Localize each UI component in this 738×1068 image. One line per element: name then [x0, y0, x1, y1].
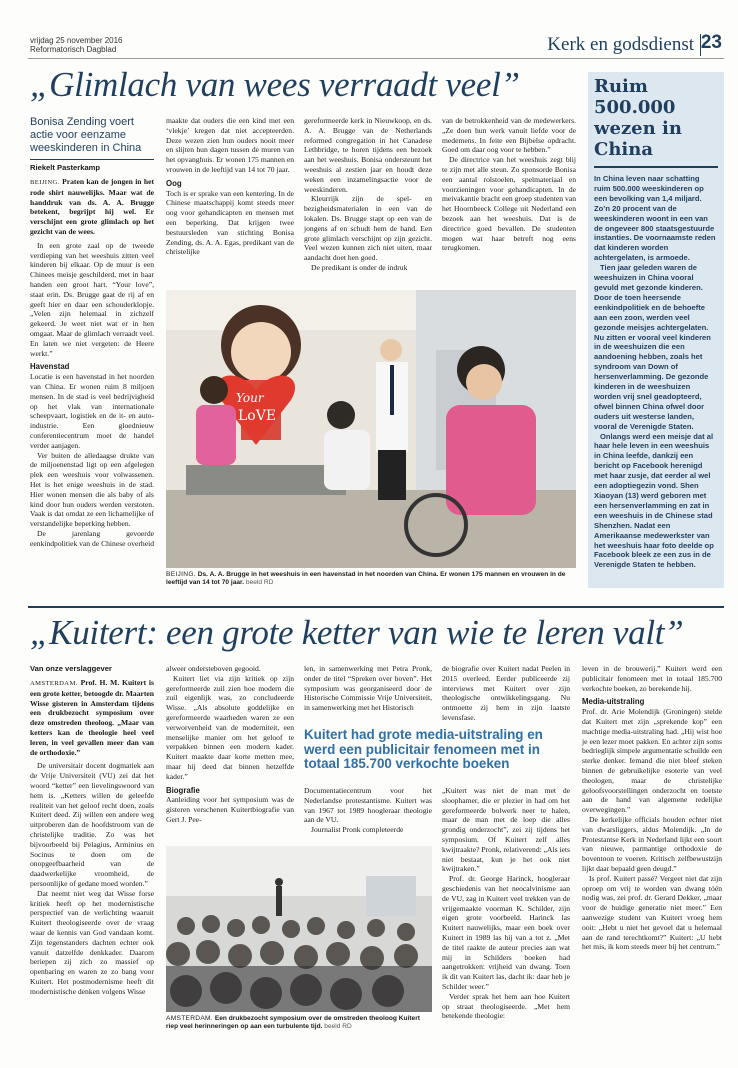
article2-c4-p3: Prof. dr. George Harinck, hoogleraar geschiedenis van het neocalvinisme aan de VU, zag in Kuitert veel trekken van de vrijgemaakte voorman K. Schilder, zijn eigen grote voorbeeld. Harinck las Kuitert nauwelijks, maar een boek over Kuitert in 1989 las hij van a tot z. „Met de titel raakte de auteur precies aan wat mij in Schilders boeken had aangetrokken: vrijheid van dwang. Toen ik dit van Kuitert las, dacht ik: daar heb je Schilder weer.”	[442, 874, 570, 991]
article1-p3: Ver buiten de alledaagse drukte van de miljoenenstad ligt op een afgelegen plek een weeshuis voor volwassenen. Het is het enige weeshuis in de stad. Hier wonen mensen die als baby of als kind door hun ouders werden verstoten. Vaak is dat omdat ze een lichamelijke of verstandelijke beperking hebben.	[30, 450, 154, 529]
article1-lead: Praten kan de jongen in het rode shirt nauwelijks. Maar wat de handdruk van ds. A. A. Brugge betekent, begrijpt hij wel. Er verschijnt een grote glimlach op het gezicht van de wees.	[30, 177, 154, 236]
subhead-havenstad: Havenstad	[30, 362, 70, 372]
article2-col3-lower	[304, 786, 432, 846]
symposium-photo	[166, 846, 432, 1012]
subhead-oog: Oog	[166, 178, 182, 188]
article1-p2: Locatie is een havenstad in het noorden van China. Er wonen ruim 8 miljoen mensen. In de stad is veel bedrijvigheid op het vlak van internationale scheepvaart, logistiek en de it- en auto-industrie. Een gloednieuw conferentiecentrum moet de handel verder aanjagen.	[30, 372, 154, 450]
article2-c1-p1: De universitair docent dogmatiek aan de Vrije Universiteit (VU) zei dat het woord “ketter” een lievelingswoord van hem is. „Ketters willen de geleefde realiteit van het geloof recht doen, zoals Kuitert deed. Zij willen een andere weg uitproberen dan de hoofdstroom van de christelijke traditie. Zo was het bijvoorbeeld bij Pelagius, Arminius en Socinus te doen om de onopgeefbaarheid van de daadwerkelijke vroomheid, de persoonlijke of gedane moed worden.”	[30, 761, 154, 888]
newspaper-name: Reformatorisch Dagblad	[30, 45, 117, 54]
subhead-media: Media-uitstraling	[582, 697, 645, 707]
article2-col4-lower	[442, 786, 570, 1040]
mural-text-your: Your	[236, 391, 264, 405]
article2-c4-p4: Verder sprak het hem aan hoe Kuitert op straat theologiseerde. „Met hem betekende theologie:	[442, 991, 570, 1021]
article2-c5-p1: leven in de brouwerij.” Kuitert werd een publicitair fenomeen met in totaal 185.700 verkochte boeken, zo berekende hij.	[582, 664, 722, 693]
article2-c4-p2: „Kuitert was niet de man met de sloophamer, die er plezier in had om het gereformeerde bolwerk neer te halen, maar de man met de loep die alles grondig onderzocht”, zei zij tijdens het symposium. Of Kuitert zelf alles kwijtraakte? Pronk, relativerend: „Als iets niet bestaat, kun je het ook niet kwijtraken.”	[442, 786, 570, 874]
article1-col4-p1: van de betrokkenheid van de medewerkers. „Ze doen hun werk vanuit liefde voor de medemens. In feite een Bijbelse opdracht. Goed om daar oog voor te hebben.”	[442, 116, 576, 155]
article1-col3-p1: gereformeerde kerk in Nieuwkoop, en ds. A. A. Brugge van de Netherlands reformed congregation in het Canadese Lethbridge, te horen tijdens een bezoek aan het weeshuis. Bonisa ondersteunt het weeshuis al zestien jaar en houdt deze weken een inzamelingsactie voor de weeskinderen.	[304, 116, 432, 194]
article1-col2-p2: Toch is er sprake van een kentering. In de Chinese maatschappij komt steeds meer oog voor gehandicapten en mensen met een beperking. Dat krijgen twee bestuursleden van stichting Bonisa Zending, ds. A. A. Egas, predikant van de christelijke	[166, 188, 294, 257]
article2-c3-p1: len, in samenwerking met Petra Pronk, onder de titel “Spreken over boven”. Het symposium was georganiseerd door de Historische Commissie Vrije Universiteit, in samenwerking met het Historisch	[304, 664, 432, 713]
kicker-rule	[30, 159, 154, 160]
article2-col4-top	[442, 664, 570, 724]
article1-col2-p1: maakte dat ouders die een kind met een ‘vlekje’ kregen dat niet accepteerden. Deze wezen zien hun ouders nooit meer en slijten hun dagen tussen de muren van het opvanghuis. Er wonen 175 mannen en vrouwen in de leeftijd van 14 tot 70 jaar.	[166, 116, 294, 174]
article2-c3-p2: Documentatiecentrum voor het Nederlandse protestantisme. Kuitert was van 1967 tot 1989 hoogleraar theologie aan de VU.	[304, 786, 432, 825]
article2-lead: Prof. H. M. Kuitert is een grote ketter, betoogde dr. Maarten Wisse gisteren in Amsterdam tijdens een drukbezocht symposium over deze omstreden theoloog. „Maar van ketters kan de theologie heel veel leren, in veel gevallen meer dan van de orthodoxie.”	[30, 678, 154, 757]
article2-col5	[582, 664, 722, 1042]
caption2-text: Een drukbezocht symposium over de omstreden theoloog Kuitert riep veel herinneringen op aan een turbulente tijd.	[166, 1015, 420, 1031]
article2-col1	[30, 664, 154, 1058]
article1-kicker: Bonisa Zending voert actie voor eenzame weeskinderen in China	[30, 116, 142, 154]
article1-col3-p3: De predikant is onder de indruk	[311, 262, 408, 272]
article1-headline: „Glimlach van wees verraadt veel”	[30, 65, 520, 104]
article2-c4-p1: de biografie over Kuitert nadat Peelen in 2015 overleed. Eerder publiceerde zij interviews met Kuitert over zijn theologische ontwikkelingsgang. Nu ontmoette zij hem in zijn laatste levensfase.	[442, 664, 570, 722]
article2-c5-p4: Is prof. Kuitert passé? Vergeet niet dat zijn oproep om vrij te worden van dwang tóén nodig was, zei prof. dr. Gerard Dekker, „maar voor de huidige generatie niet meer.” Een aanwezige student van Kuitert vroeg hem ooit: „Hebt u niet het gevoel dat u helemaal aan de rand terechtkomt?” Kuitert: „U hebt het mis, ik kom steeds meer bij het centrum.”	[582, 873, 722, 952]
section-name: Kerk en godsdienst	[547, 34, 694, 55]
article2-c2-p2: Kuitert liet via zijn kritiek op zijn gereformeerde zuil zien hoe modern die zuil eigenlijk was, zo concludeerde Wisse. „Als absolute goddelijke en gereformeerde waarheden waren ze een verworvenheid van de moderniteit, een menselijke manier om het geloof te verpakken binnen een modern kader. Kuitert maakte daar korte metten mee, maar hij deed dat binnen hetzelfde kader.”	[166, 673, 294, 781]
article2-col3	[304, 664, 432, 724]
sidebar-p3: Onlangs werd een meisje dat al haar hele leven in een weeshuis in China leefde, dankzij een bericht op Facebook herenigd met haar zusje, dat eerder al wel een adoptiegezin vond. Shen Xiaoyan (13) werd geboren met een hersenverlamming en zat in een weeshuis in de Chinese stad Shenzhen. Nadat een Amerikaanse medewerkster van het weeshuis haar foto deelde op Facebook bleek ze een zus in de Verenigde Staten te hebben.	[594, 431, 714, 570]
article2-c5-p3: De kerkelijke officials houden echter niet van dwarsliggers, aldus Molendijk. „In de Protestantse Kerk in Nederland lijkt een soort van nieuwe, parmantige orthodoxie de boventoon te voeren. Kritisch zelfbewustzijn lijkt daar bepaald geen deugd.”	[582, 814, 722, 873]
sidebar-p2: Tien jaar geleden waren de weeshuizen in China vooral gevuld met gezonde kinderen. Door de toen heersende eenkindpolitiek en de behoefte aan een zoon, werden veel gezonde meisjes achtergelaten. Nu zitten er vooral veel kinderen in de weeshuizen die een aandoening hebben, zoals het syndroom van Down of hersenverlamming. De gezonde kinderen in de weeshuizen worden vrij snel geadopteerd, ofwel binnen China ofwel door ouders uit westerse landen, vooral de Verenigde Staten.	[594, 263, 711, 431]
article1-col1-text	[30, 177, 154, 589]
lead-dateline: BEIJING.	[30, 179, 60, 186]
article2-c1-p2: Dat neemt niet weg dat Wisse forse kritiek heeft op het modernistische perspectief van de verlichting waaruit Kuitert theologiseerde over de vraag waar de kennis van God vandaan komt. Zijn tegenstanders dachten echter ook vanuit datzelfde denkkader. Daarom beriepen zij zich zo massief op openbaring en waren ze zo bang voor Kuitert. Het postmodernisme heeft dit modernistische denken volgens Wisse	[30, 888, 154, 996]
issue-date: vrijdag 25 november 2016	[30, 36, 123, 45]
article1-col2	[166, 116, 294, 288]
header-rule	[28, 58, 724, 59]
article1-col3-p2: Kleurrijk zijn de spel- en bezigheidsmaterialen in een van de lokalen. Ds. Brugge stapt op een van de jongens af en schudt hem de hand. Een grote glimlach verschijnt op zijn gezicht. Veel wezen kunnen zich niet uiten, maar aandacht doet hen goed.	[304, 194, 432, 263]
article2-col2	[166, 664, 294, 824]
masthead-date-block	[30, 36, 123, 54]
article1-col4-p2: De directrice van het weeshuis zegt blij te zijn met alle steun. Zo sponsorde Bonisa een aantal rolstoelen, spelmateriaal en voorzieningen voor gehandicapten. In de meivakantie bracht een groep studenten van het Hoornbeeck College uit Nederland een bezoek aan het weeshuis. Dat is de directrice goed bevallen. De studenten mogen wat haar betreft nog eens terugkomen.	[442, 155, 576, 253]
article1-p1: In een grote zaal op de tweede verdieping van het weeshuis zitten veel kinderen bij elkaar. Op de muur is een Chinees meisje geschilderd, met in haar handen een groot hart. “Your love”, staat erin. Ds. Brugge gaat de rij af en geeft hier en daar een schouderklopje. „Velen zijn helemaal in zichzelf gekeerd. Je weet niet wat er in hen omgaat. Maar de glimlach verraadt veel. En laten we niet vergeten: de Heere werkt.”	[30, 240, 154, 358]
article1-photo-caption	[166, 571, 576, 588]
article2-c3-p3: Journalist Pronk completeerde	[311, 825, 404, 835]
article2-photo-caption	[166, 1015, 432, 1032]
article2-c2-p1: alweer ondersteboven gegooid.	[166, 664, 261, 673]
article1-col4	[442, 116, 576, 288]
article2-c5-p2: Prof. dr. Arie Molendijk (Groningen) stelde dat Kuitert met zijn „sprekende kop” een machtige media-uitstraling had. „Hij wist hoe je een lezer moet pakken. En achter zijn soms bedrieglijk simpele argumentatie schuilde een sterke denker. Iemand die niet bleef steken binnen de gebruikelijke esoterie van veel theologen, maar de christelijke geloofsvoorstellingen onderzocht en toetste aan de hand van algemene redelijke overwegingen.”	[582, 707, 722, 815]
page-number: 23	[700, 32, 722, 53]
mural-text-love: LoVE	[238, 408, 277, 424]
orphanage-photo-illustration	[166, 290, 576, 568]
article1-byline: Riekelt Pasterkamp	[30, 163, 101, 172]
sidebar-title: Ruim 500.000 wezen in China	[594, 72, 718, 168]
sidebar-text	[588, 168, 724, 576]
article2-byline: Van onze verslaggever	[30, 664, 112, 673]
article2-c2-p3: Aanleiding voor het symposium was de gisteren verschenen Kuitertbiografie van Gert J. Pee-	[166, 795, 294, 824]
symposium-photo-illustration	[166, 846, 432, 1012]
lead2-dateline: AMSTERDAM.	[30, 680, 78, 687]
article2-col1-text	[30, 678, 154, 1058]
article1-col3	[304, 116, 432, 288]
article-divider	[28, 606, 724, 608]
sidebar-p1: In China leven naar schatting ruim 500.000 weeskinderen op een bevolking van 1,4 miljard. Zo’n 20 procent van de weeskinderen woont in een van de ongeveer 800 staatsgestuurde instanties. De voornaamste reden dat kinderen worden achtergelaten, is armoede.	[594, 174, 716, 263]
article1-col1	[30, 116, 154, 589]
caption-text: Ds. A. A. Brugge in het weeshuis in een havenstad in het noorden van China. Er wonen 175 mannen en vrouwen in de leeftijd van 14 tot 70 jaar.	[166, 571, 566, 587]
orphanage-photo	[166, 290, 576, 568]
article1-p4: De jarenlang gevoerde eenkindpolitiek van de Chinese overheid	[30, 528, 154, 548]
sidebar-box	[588, 72, 724, 588]
caption-dateline: BEIJING.	[166, 571, 196, 578]
subhead-biografie: Biografie	[166, 785, 200, 795]
photo2-credit: beeld RD	[324, 1023, 352, 1031]
photo-credit: beeld RD	[245, 579, 274, 587]
pull-quote: Kuitert had grote media-uitstraling en werd een publicitair fenomeen met in totaal 185.700 verkochte boeken	[304, 727, 543, 772]
caption2-dateline: AMSTERDAM.	[166, 1015, 213, 1022]
article2-headline: „Kuitert: een grote ketter van wie te leren valt”	[30, 613, 684, 652]
